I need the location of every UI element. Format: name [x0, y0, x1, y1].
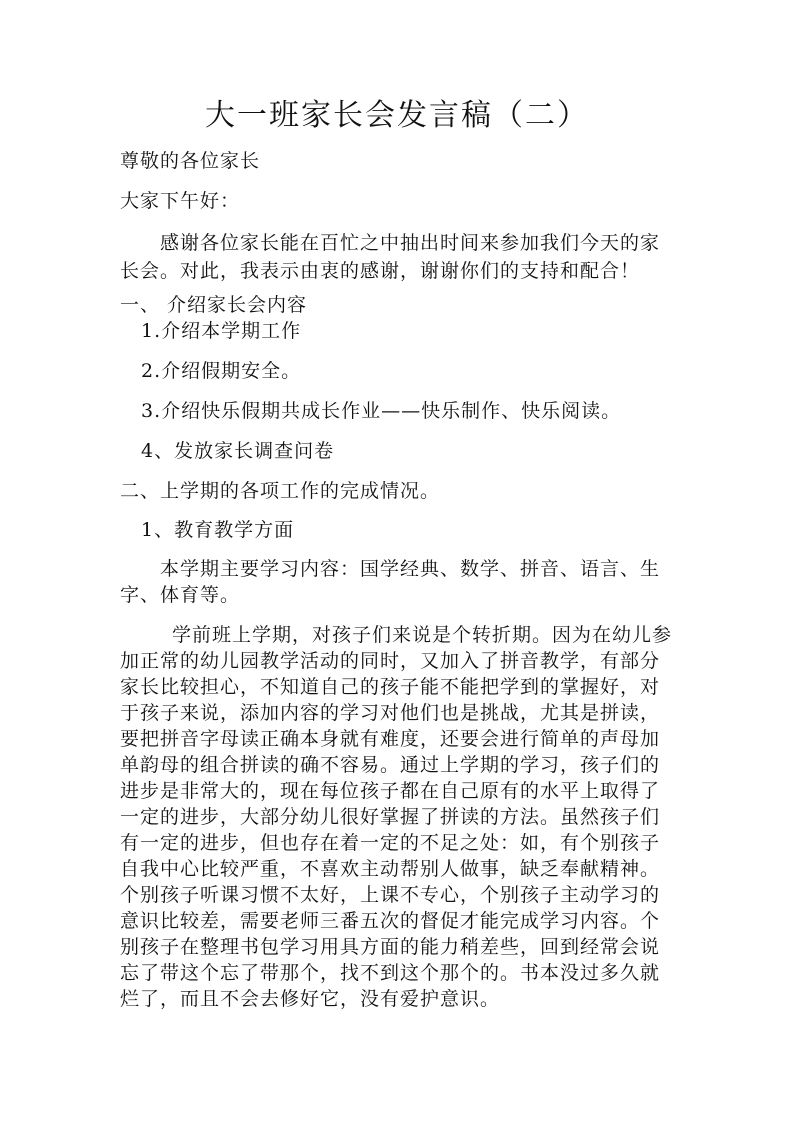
- section-heading: 二、上学期的各项工作的完成情况。: [120, 480, 441, 502]
- paragraph-line: 单韵母的组合拼读的确不容易。通过上学期的学习，孩子们的: [120, 754, 661, 776]
- paragraph-line: 要把拼音字母读正确本身就有难度，还要会进行简单的声母加: [120, 728, 661, 750]
- paragraph-line: 加正常的幼儿园教学活动的同时，又加入了拼音教学，有部分: [120, 650, 661, 672]
- greeting: 大家下午好：: [120, 190, 241, 212]
- subsection-heading: 1、教育教学方面: [141, 519, 295, 541]
- document-title: 大一班家长会发言稿（二）: [205, 98, 589, 133]
- intro-line: 感谢各位家长能在百忙之中抽出时间来参加我们今天的家: [160, 232, 661, 254]
- paragraph-line: 别孩子在整理书包学习用具方面的能力稍差些，回到经常会说: [120, 936, 661, 958]
- list-item: 1.介绍本学期工作: [141, 320, 302, 342]
- paragraph-line: 忘了带这个忘了带那个，找不到这个那个的。书本没过多久就: [120, 962, 661, 984]
- list-item: 3.介绍快乐假期共成长作业——快乐制作、快乐阅读。: [141, 400, 622, 422]
- paragraph-line: 于孩子来说，添加内容的学习对他们也是挑战，尤其是拼读，: [120, 702, 661, 724]
- paragraph-line: 学前班上学期，对孩子们来说是个转折期。因为在幼儿参: [172, 624, 673, 646]
- section-heading: 一、 介绍家长会内容: [120, 294, 308, 316]
- paragraph-line: 本学期主要学习内容：国学经典、数学、拼音、语言、生: [160, 558, 661, 580]
- paragraph-line: 进步是非常大的，现在每位孩子都在自己原有的水平上取得了: [120, 780, 661, 802]
- paragraph-line: 家长比较担心，不知道自己的孩子能不能把学到的掌握好，对: [120, 676, 661, 698]
- list-item: 4、发放家长调查问卷: [141, 440, 335, 462]
- paragraph-line: 自我中心比较严重，不喜欢主动帮别人做事，缺乏奉献精神。: [120, 858, 661, 880]
- paragraph-line: 意识比较差，需要老师三番五次的督促才能完成学习内容。个: [120, 910, 661, 932]
- intro-line: 长会。对此，我表示由衷的感谢，谢谢你们的支持和配合！: [120, 260, 641, 282]
- list-item: 2.介绍假期安全。: [141, 360, 302, 382]
- paragraph-line: 烂了，而且不会去修好它，没有爱护意识。: [120, 988, 501, 1010]
- paragraph-line: 个别孩子听课习惯不太好，上课不专心，个别孩子主动学习的: [120, 884, 661, 906]
- salutation: 尊敬的各位家长: [120, 150, 261, 172]
- paragraph-line: 一定的进步，大部分幼儿很好掌握了拼读的方法。虽然孩子们: [120, 806, 661, 828]
- paragraph-line: 有一定的进步，但也存在着一定的不足之处：如，有个别孩子: [120, 832, 661, 854]
- paragraph-line: 字、体育等。: [120, 584, 241, 606]
